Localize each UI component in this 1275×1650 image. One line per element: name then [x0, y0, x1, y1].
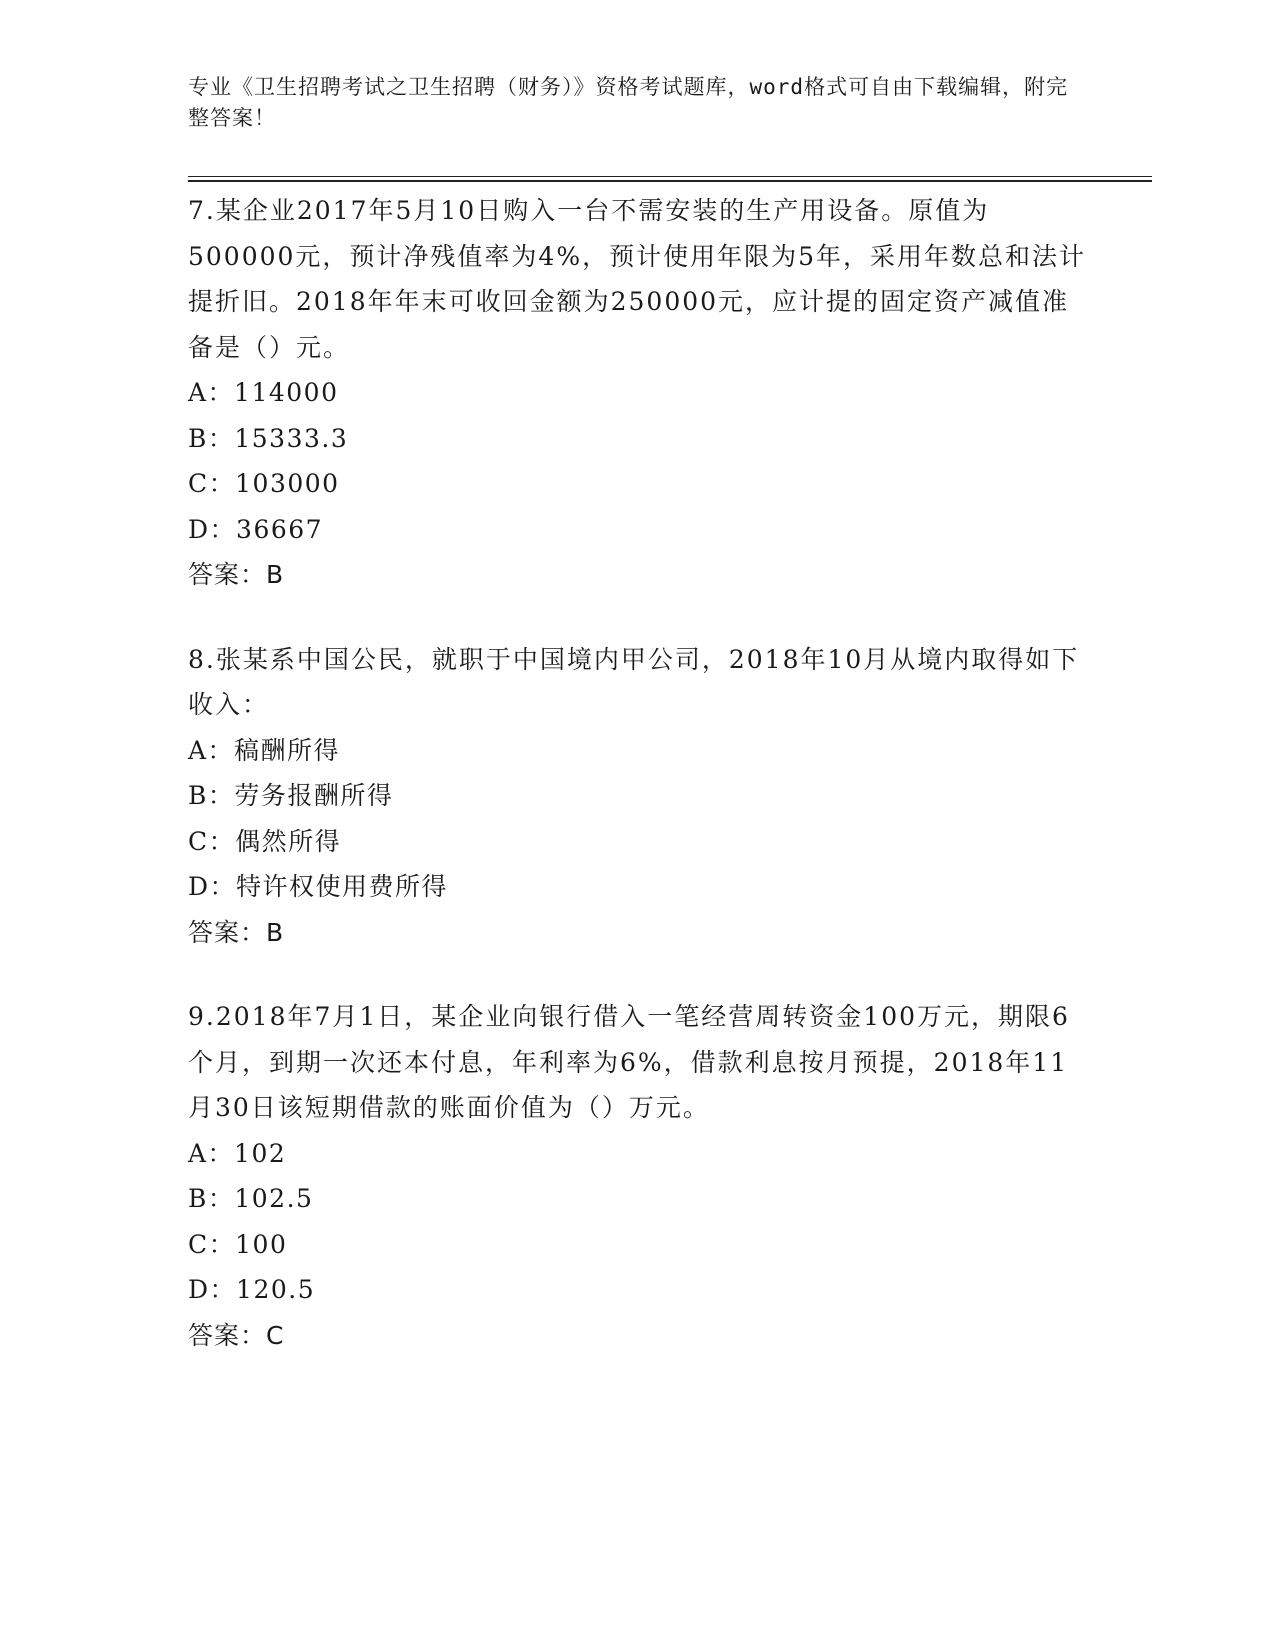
question-stem: 7.某企业2017年5月10日购入一台不需安装的生产用设备。原值为500000元，预计净残值率为4%，预计使用年限为5年，采用年数总和法计提折旧。2018年年末可收回金额为250000元，应计提的固定资产减值准备是（）元。 — [188, 196, 1087, 362]
question-9 — [188, 994, 1088, 1358]
question-stem: 9.2018年7月1日，某企业向银行借入一笔经营周转资金100万元，期限6个月，到期一次还本付息，年利率为6%，借款利息按月预提，2018年11月30日该短期借款的账面价值为（）万元。 — [188, 1002, 1070, 1122]
question-stem: 8.张某系中国公民，就职于中国境内甲公司，2018年10月从境内取得如下收入： — [188, 644, 1080, 719]
header-divider-thick — [188, 180, 1152, 182]
option-b: B：102.5 — [188, 1184, 314, 1213]
option-d: D：36667 — [188, 514, 324, 544]
option-c: C：偶然所得 — [188, 826, 342, 856]
question-7 — [188, 188, 1088, 598]
answer-line: 答案：C — [188, 1320, 285, 1350]
option-c: C：100 — [188, 1229, 288, 1259]
option-a: A：稿酬所得 — [188, 735, 341, 765]
option-a: A：102 — [188, 1138, 287, 1168]
answer-line: 答案：B — [188, 560, 285, 589]
header-text: 专业《卫生招聘考试之卫生招聘（财务）》资格考试题库，word格式可自由下载编辑，附完整答案！ — [188, 75, 1069, 130]
option-d: D：特许权使用费所得 — [188, 872, 449, 901]
option-c: C：103000 — [188, 469, 340, 498]
question-8 — [188, 637, 1088, 956]
question-list — [188, 188, 1088, 1397]
option-d: D：120.5 — [188, 1275, 316, 1304]
option-b: B：劳务报酬所得 — [188, 781, 394, 810]
document-header — [188, 72, 1088, 134]
option-a: A：114000 — [188, 378, 339, 407]
answer-line: 答案：B — [188, 917, 285, 947]
option-b: B：15333.3 — [188, 423, 349, 453]
header-divider-thin — [188, 176, 1152, 177]
